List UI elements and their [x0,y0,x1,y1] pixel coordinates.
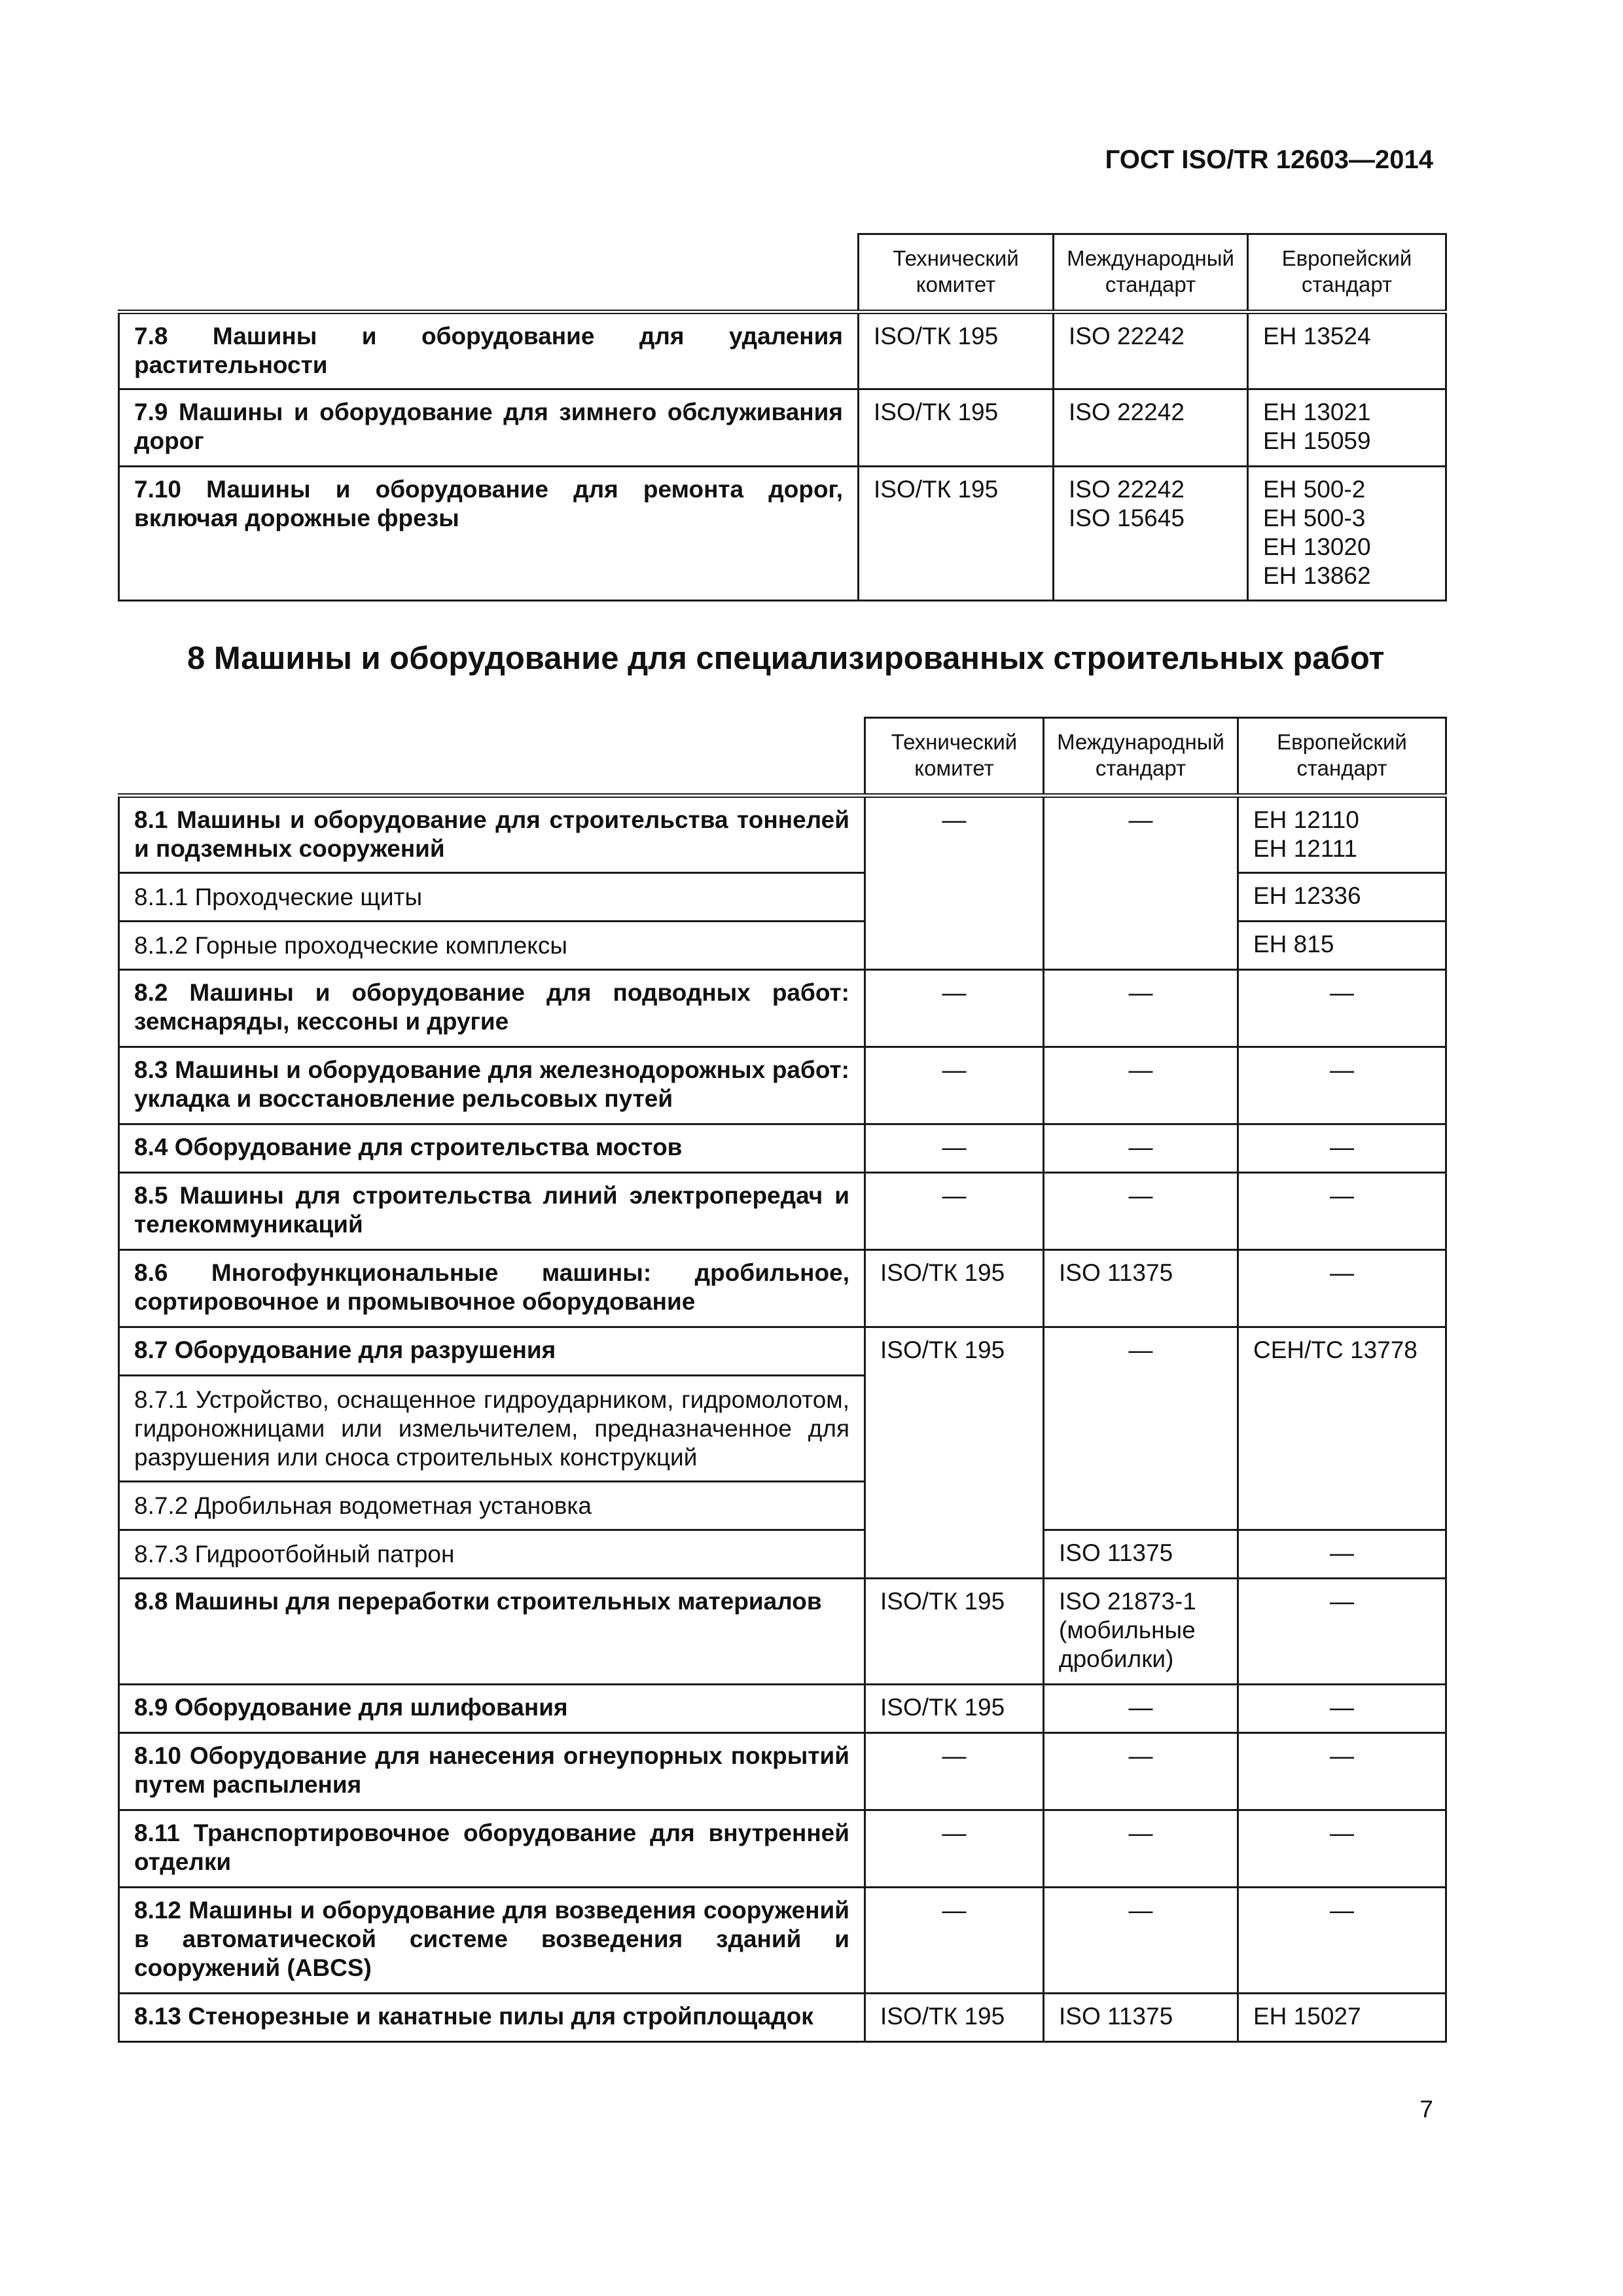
eu-standard-cell: ЕН 500-2 ЕН 500-3 ЕН 13020 ЕН 13862 [1248,467,1446,601]
row-title: 8.10 Оборудование для нанесения огнеупорных покрытий путем распыления [119,1733,865,1810]
intl-standard-cell: ISO 11375 [1044,1994,1238,2042]
row-title: 8.13 Стенорезные и канатные пилы для стройплощадок [119,1994,865,2042]
row-title: 8.3 Машины и оборудование для железнодорожных работ: укладка и восстановление рельсовых путей [119,1047,865,1124]
tc-cell: ISO/ТК 195 [865,1685,1044,1733]
tc-cell: ISO/ТК 195 [865,1579,1044,1685]
eu-standard-cell: ЕН 12110 ЕН 12111 [1238,796,1446,873]
intl-standard-cell: — [1044,1047,1238,1124]
intl-standard-cell: ISO 11375 [1044,1250,1238,1327]
tc-cell: ISO/ТК 195 [859,389,1054,467]
row-title: 8.4 Оборудование для строительства мостов [119,1124,865,1173]
table-row [119,1327,1446,1376]
intl-standard-cell: — [1044,1327,1238,1530]
header-european-standard: Европейский стандарт [1248,234,1446,312]
intl-standard-cell: — [1044,970,1238,1047]
intl-standard-cell: — [1044,1888,1238,1994]
intl-standard-cell: ISO 22242 [1054,389,1248,467]
eu-standard-cell: ЕН 12336 [1238,873,1446,922]
header-international-standard: Международный стандарт [1054,234,1248,312]
eu-standard-cell: CEH/TC 13778 [1238,1327,1446,1530]
document-id-header: ГОСТ ISO/TR 12603—2014 [1105,145,1433,174]
row-title: 8.1 Машины и оборудование для строительства тоннелей и подземных сооружений [119,796,865,873]
header-technical-committee: Технический комитет [859,234,1054,312]
row-title: 8.5 Машины для строительства линий электропередач и телекоммуникаций [119,1173,865,1250]
eu-standard-cell: — [1238,1810,1446,1888]
intl-standard-cell: — [1044,1685,1238,1733]
row-title: 8.8 Машины для переработки строительных материалов [119,1579,865,1685]
table-row [119,1733,1446,1810]
tc-cell: — [865,1888,1044,1994]
intl-standard-cell: ISO 22242 ISO 15645 [1054,467,1248,601]
eu-standard-cell: — [1238,1685,1446,1733]
intl-standard-cell: — [1044,796,1238,970]
table-row [119,1994,1446,2042]
intl-standard-cell: ISO 11375 [1044,1530,1238,1579]
standards-table-section-7 [118,233,1447,601]
table-row [119,1047,1446,1124]
table-row [119,1888,1446,1994]
row-subtitle: 8.1.2 Горные проходческие комплексы [119,922,865,970]
header-technical-committee: Технический комитет [865,718,1044,796]
row-title: 8.12 Машины и оборудование для возведения сооружений в автоматической системе возведения зданий и сооружений (ABCS) [119,1888,865,1994]
standards-table-section-8 [118,717,1447,2043]
eu-standard-cell: — [1238,1888,1446,1994]
table-row [119,1685,1446,1733]
tc-cell: ISO/ТК 195 [865,1994,1044,2042]
eu-standard-cell: — [1238,1579,1446,1685]
section-heading: 8 Машины и оборудование для специализированных строительных работ [187,641,1385,676]
row-subtitle: 8.1.1 Проходческие щиты [119,873,865,922]
table-row [119,1173,1446,1250]
row-subtitle: 8.7.1 Устройство, оснащенное гидроударником, гидромолотом, гидроножницами или измельчителем, предназначенное для разрушения или сноса строительных конструкций [119,1376,865,1482]
row-title: 8.7 Оборудование для разрушения [119,1327,865,1376]
eu-standard-cell: — [1238,1733,1446,1810]
tc-cell: ISO/ТК 195 [865,1250,1044,1327]
eu-standard-cell: ЕН 13021 ЕН 15059 [1248,389,1446,467]
row-subtitle: 8.7.2 Дробильная водометная установка [119,1482,865,1530]
table-row [119,1530,1446,1579]
row-subtitle: 8.7.3 Гидроотбойный патрон [119,1530,865,1579]
table-row [119,467,1446,601]
row-title: 8.6 Многофункциональные машины: дробильное, сортировочное и промывочное оборудование [119,1250,865,1327]
table-row [119,922,1446,970]
table-row [119,873,1446,922]
page-number: 7 [1419,2096,1433,2123]
table-header-row [119,234,1446,312]
eu-standard-cell: — [1238,1124,1446,1173]
eu-standard-cell: — [1238,1530,1446,1579]
tc-cell: — [865,970,1044,1047]
eu-standard-cell: — [1238,970,1446,1047]
table-row [119,1124,1446,1173]
header-blank-cell [119,718,865,796]
table-row [119,1250,1446,1327]
tc-cell: — [865,1047,1044,1124]
eu-standard-cell: ЕН 15027 [1238,1994,1446,2042]
tc-cell: — [865,1124,1044,1173]
table-row [119,1810,1446,1888]
intl-standard-cell: ISO 21873-1 (мобильные дробилки) [1044,1579,1238,1685]
tc-cell: ISO/ТК 195 [859,312,1054,389]
row-title: 7.9 Машины и оборудование для зимнего обслуживания дорог [119,389,859,467]
table-row [119,970,1446,1047]
eu-standard-cell: — [1238,1250,1446,1327]
eu-standard-cell: ЕН 815 [1238,922,1446,970]
eu-standard-cell: ЕН 13524 [1248,312,1446,389]
intl-standard-cell: — [1044,1173,1238,1250]
eu-standard-cell: — [1238,1173,1446,1250]
table-row [119,389,1446,467]
tc-cell: — [865,1810,1044,1888]
table-row [119,1579,1446,1685]
intl-standard-cell: — [1044,1810,1238,1888]
table-row [119,312,1446,389]
intl-standard-cell: — [1044,1124,1238,1173]
row-title: 7.10 Машины и оборудование для ремонта дорог, включая дорожные фрезы [119,467,859,601]
intl-standard-cell: — [1044,1733,1238,1810]
row-title: 8.2 Машины и оборудование для подводных работ: земснаряды, кессоны и другие [119,970,865,1047]
eu-standard-cell: — [1238,1047,1446,1124]
row-title: 8.11 Транспортировочное оборудование для внутренней отделки [119,1810,865,1888]
tc-cell: ISO/ТК 195 [859,467,1054,601]
tc-cell: — [865,1173,1044,1250]
row-title: 7.8 Машины и оборудование для удаления растительности [119,312,859,389]
header-blank-cell [119,234,859,312]
tc-cell: — [865,1733,1044,1810]
header-international-standard: Международный стандарт [1044,718,1238,796]
table-header-row [119,718,1446,796]
header-european-standard: Европейский стандарт [1238,718,1446,796]
table-row [119,796,1446,873]
tc-cell: — [865,796,1044,970]
tc-cell: ISO/ТК 195 [865,1327,1044,1579]
intl-standard-cell: ISO 22242 [1054,312,1248,389]
row-title: 8.9 Оборудование для шлифования [119,1685,865,1733]
